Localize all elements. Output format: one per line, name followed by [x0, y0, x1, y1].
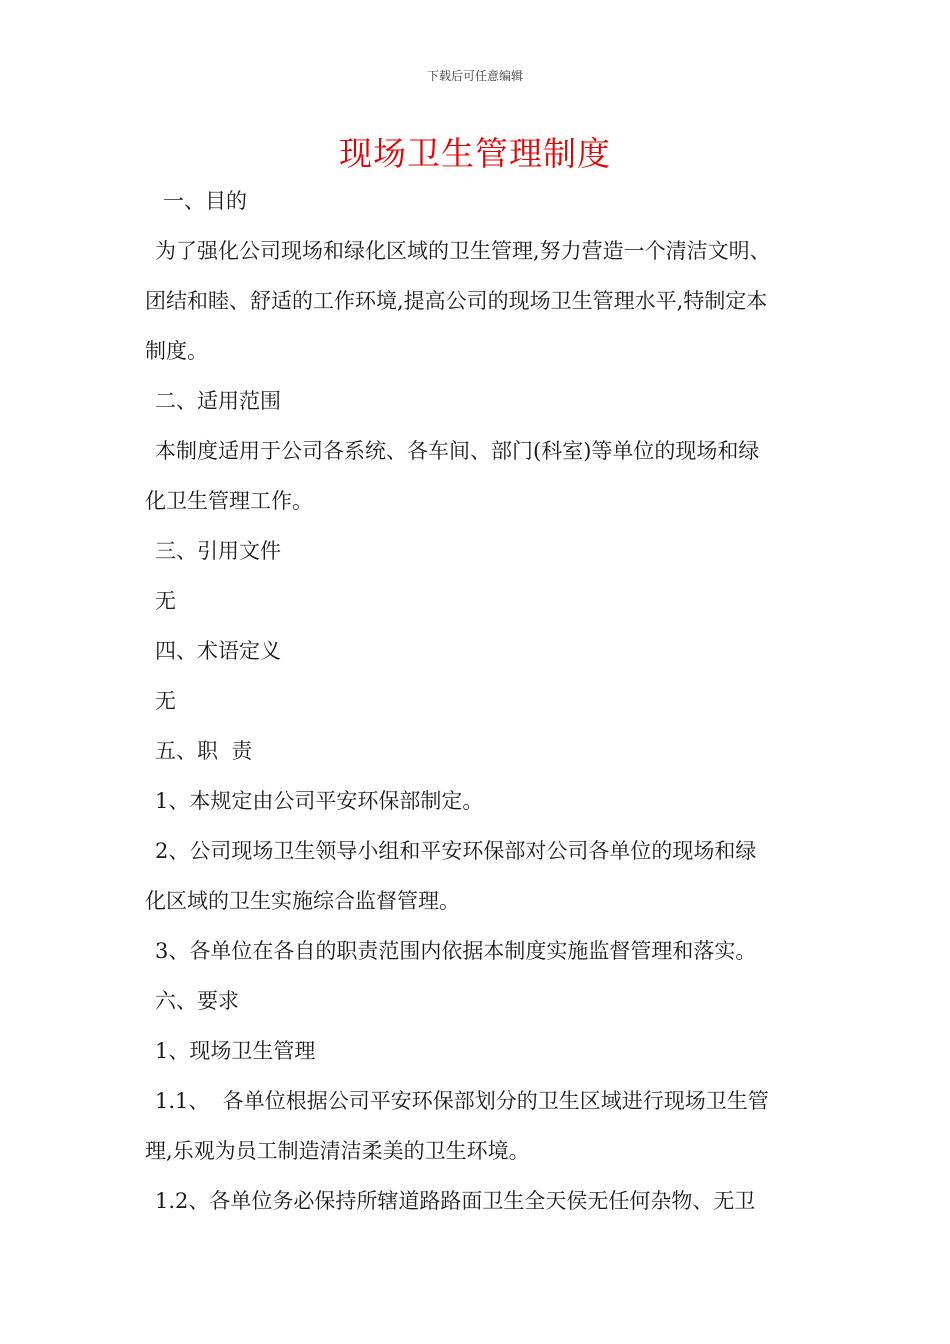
paragraph-line: 制度。 [145, 339, 208, 363]
paragraph-line: 化区域的卫生实施综合监督管理。 [145, 889, 460, 913]
paragraph-line: 1、现场卫生管理 [155, 1039, 316, 1063]
paragraph-line: 1.2、各单位务必保持所辖道路路面卫生全天侯无任何杂物、无卫 [155, 1189, 756, 1213]
paragraph-line: 2、公司现场卫生领导小组和平安环保部对公司各单位的现场和绿 [155, 839, 757, 863]
section-heading: 五、职 责 [155, 739, 253, 763]
section-heading: 三、引用文件 [155, 539, 281, 563]
section-heading: 一、目的 [163, 189, 247, 213]
page-header-note: 下载后可任意编辑 [426, 69, 523, 83]
paragraph-line: 1.1、 各单位根据公司平安环保部划分的卫生区域进行现场卫生管 [155, 1089, 769, 1113]
section-heading: 六、要求 [155, 989, 239, 1013]
section-heading: 四、术语定义 [155, 639, 281, 663]
document-body [145, 176, 815, 1226]
paragraph-line: 3、各单位在各自的职责范围内依据本制度实施监督管理和落实。 [155, 939, 757, 963]
paragraph-line: 团结和睦、舒适的工作环境,提高公司的现场卫生管理水平,特制定本 [145, 289, 768, 313]
paragraph-line: 化卫生管理工作。 [145, 489, 313, 513]
paragraph-line: 本制度适用于公司各系统、各车间、部门(科室)等单位的现场和绿 [155, 439, 760, 463]
paragraph-line: 为了强化公司现场和绿化区域的卫生管理,努力营造一个清洁文明、 [155, 239, 771, 263]
paragraph-line: 1、本规定由公司平安环保部制定。 [155, 789, 484, 813]
document-title: 现场卫生管理制度 [339, 134, 611, 173]
paragraph-line: 无 [155, 589, 176, 613]
paragraph-line: 理,乐观为员工制造清洁柔美的卫生环境。 [145, 1139, 530, 1163]
section-heading: 二、适用范围 [155, 389, 281, 413]
paragraph-line: 无 [155, 689, 176, 713]
